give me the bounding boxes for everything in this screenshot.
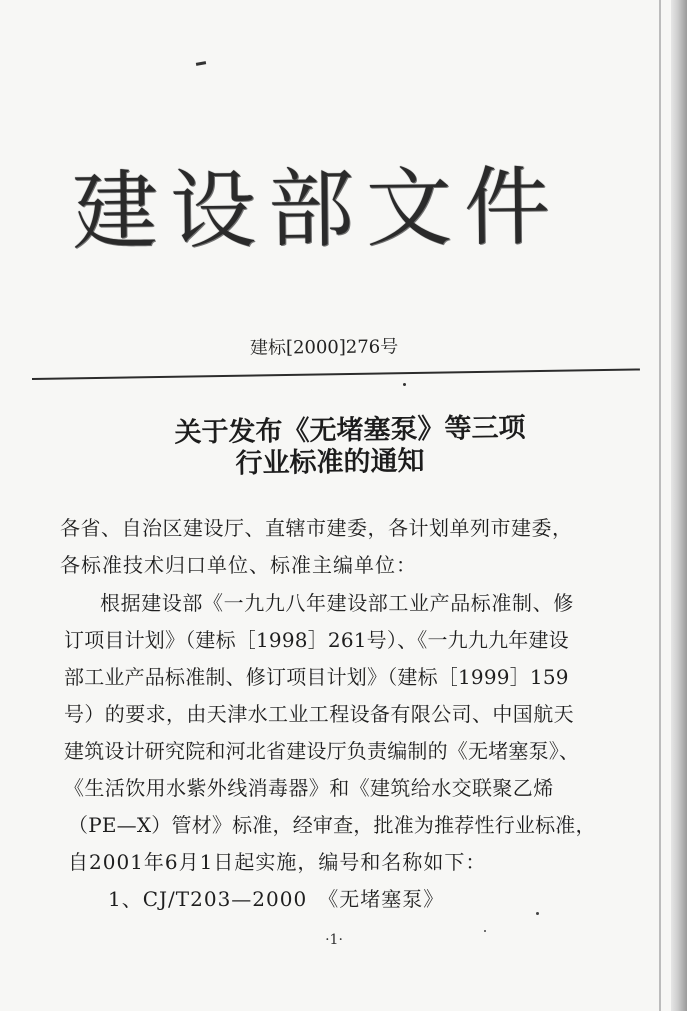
body-line: 1、CJ/T203—2000 《无堵塞泵》 — [108, 887, 445, 911]
notice-title-line-1: 关于发布《无堵塞泵》等三项 — [174, 412, 526, 449]
scan-edge — [671, 0, 687, 1011]
header-divider — [32, 368, 640, 380]
document-number: 建标[2000]276号 — [249, 336, 399, 359]
scan-speck — [403, 383, 406, 386]
scan-speck — [196, 61, 206, 66]
body-line: 部工业产品标准制、修订项目计划》（建标［1999］159 — [64, 665, 569, 689]
document-header-title: 建设部文件 — [71, 157, 563, 263]
body-line: （PE—X）管材》标准，经审查，批准为推荐性行业标准， — [68, 813, 596, 837]
body-line: 建筑设计研究院和河北省建设厅负责编制的《无堵塞泵》、 — [64, 739, 580, 763]
body-line: 《生活饮用水紫外线消毒器》和《建筑给水交联聚乙烯 — [64, 776, 554, 800]
body-line: 自2001年6月1日起实施，编号和名称如下： — [68, 850, 487, 874]
body-line: 各省、自治区建设厅、直辖市建委，各计划单列市建委， — [60, 516, 573, 540]
body-line: 订项目计划》（建标［1998］261号）、《一九九九年建设 — [64, 628, 569, 652]
notice-title-line-2: 行业标准的通知 — [235, 445, 425, 480]
body-line: 号）的要求，由天津水工业工程设备有限公司、中国航天 — [64, 702, 574, 726]
body-line: 各标准技术归口单位、标准主编单位： — [60, 553, 417, 577]
scan-speck — [484, 930, 486, 932]
page-number: ·1· — [325, 932, 343, 948]
scan-speck — [536, 912, 539, 915]
scan-edge-line — [659, 0, 661, 1011]
body-line: 根据建设部《一九九八年建设部工业产品标准制、修 — [100, 591, 574, 615]
